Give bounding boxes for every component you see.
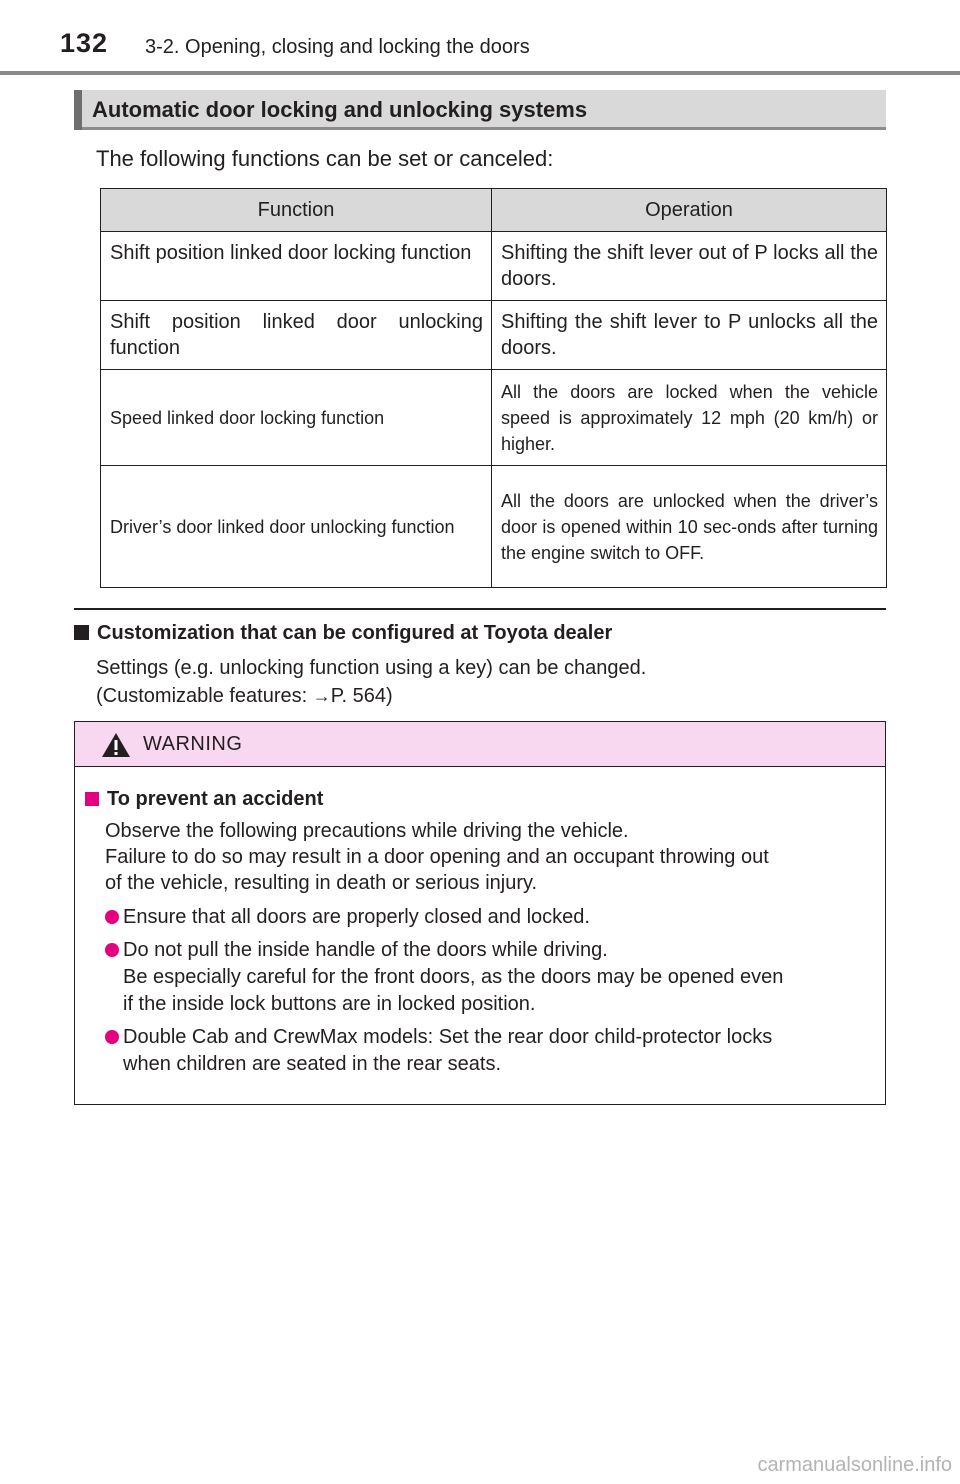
function-cell: Driver’s door linked door unlocking function — [101, 466, 492, 588]
customization-line-2 — [96, 682, 646, 710]
square-bullet-icon — [85, 792, 99, 806]
warning-box — [74, 721, 886, 1105]
operation-cell: All the doors are unlocked when the driver’s door is opened within 10 sec-onds after turning the engine switch to OFF. — [492, 466, 887, 588]
customization-heading — [74, 622, 612, 645]
table-row — [101, 301, 887, 370]
operation-cell: All the doors are locked when the vehicle speed is approximately 12 mph (20 km/h) or higher. — [492, 370, 887, 466]
bullet-text — [123, 1024, 881, 1078]
warning-heading-text: To prevent an accident — [107, 788, 324, 810]
table-row — [101, 232, 887, 301]
bullet-line: when children are seated in the rear seats. — [123, 1053, 501, 1075]
function-cell: Speed linked door locking function — [101, 370, 492, 466]
table-row — [101, 370, 887, 466]
column-header-operation: Operation — [492, 189, 887, 232]
header-rule — [0, 71, 960, 75]
section-title-bar — [74, 90, 886, 130]
warning-line: Failure to do so may result in a door opening and an occupant throwing out — [105, 846, 769, 868]
page-header — [0, 0, 960, 76]
watermark: carmanualsonline.info — [757, 1454, 952, 1476]
arrow-right-icon: → — [312, 686, 331, 706]
bullet-line: Double Cab and CrewMax models: Set the rear door child-protector locks — [123, 1026, 773, 1048]
customization-line-1: Settings (e.g. unlocking function using a key) can be changed. — [96, 657, 647, 679]
customization-heading-text: Customization that can be configured at Toyota dealer — [97, 622, 613, 644]
section-divider — [74, 608, 886, 610]
bullet-line: Do not pull the inside handle of the doors while driving. — [123, 939, 608, 961]
table-header-row — [101, 189, 887, 232]
square-bullet-icon — [74, 625, 89, 640]
bullet-dot-icon — [105, 943, 119, 957]
bullet-text — [123, 937, 881, 1018]
section-bar-accent — [74, 90, 82, 130]
page-number: 132 — [60, 28, 109, 58]
warning-line: of the vehicle, resulting in death or serious injury. — [105, 872, 538, 894]
running-head: 3-2. Opening, closing and locking the doors — [145, 36, 530, 58]
bullet-text — [123, 904, 881, 931]
function-cell: Shift position linked door unlocking function — [101, 301, 492, 370]
intro-text: The following functions can be set or canceled: — [96, 146, 554, 171]
table-row — [101, 466, 887, 588]
warning-heading — [85, 788, 323, 811]
bullet-line: Ensure that all doors are properly closed and locked. — [123, 906, 590, 928]
warning-line: Observe the following precautions while driving the vehicle. — [105, 820, 629, 842]
warning-triangle-icon — [101, 732, 131, 758]
function-cell: Shift position linked door locking function — [101, 232, 492, 301]
warning-header — [75, 722, 885, 767]
bullet-line: Be especially careful for the front doors, as the doors may be opened even — [123, 966, 784, 988]
operation-cell: Shifting the shift lever to P unlocks all the doors. — [492, 301, 887, 370]
warning-body — [105, 818, 875, 896]
column-header-function: Function — [101, 189, 492, 232]
warning-label: WARNING — [143, 733, 243, 755]
operation-cell: Shifting the shift lever out of P locks all the doors. — [492, 232, 887, 301]
section-title: Automatic door locking and unlocking systems — [92, 97, 588, 122]
bullet-dot-icon — [105, 1030, 119, 1044]
bullet-dot-icon — [105, 910, 119, 924]
customization-prefix: (Customizable features: — [96, 685, 313, 707]
page-reference: P. 564) — [330, 685, 393, 707]
functions-table — [100, 188, 887, 588]
bullet-line: if the inside lock buttons are in locked position. — [123, 993, 536, 1015]
customization-text — [96, 654, 646, 710]
